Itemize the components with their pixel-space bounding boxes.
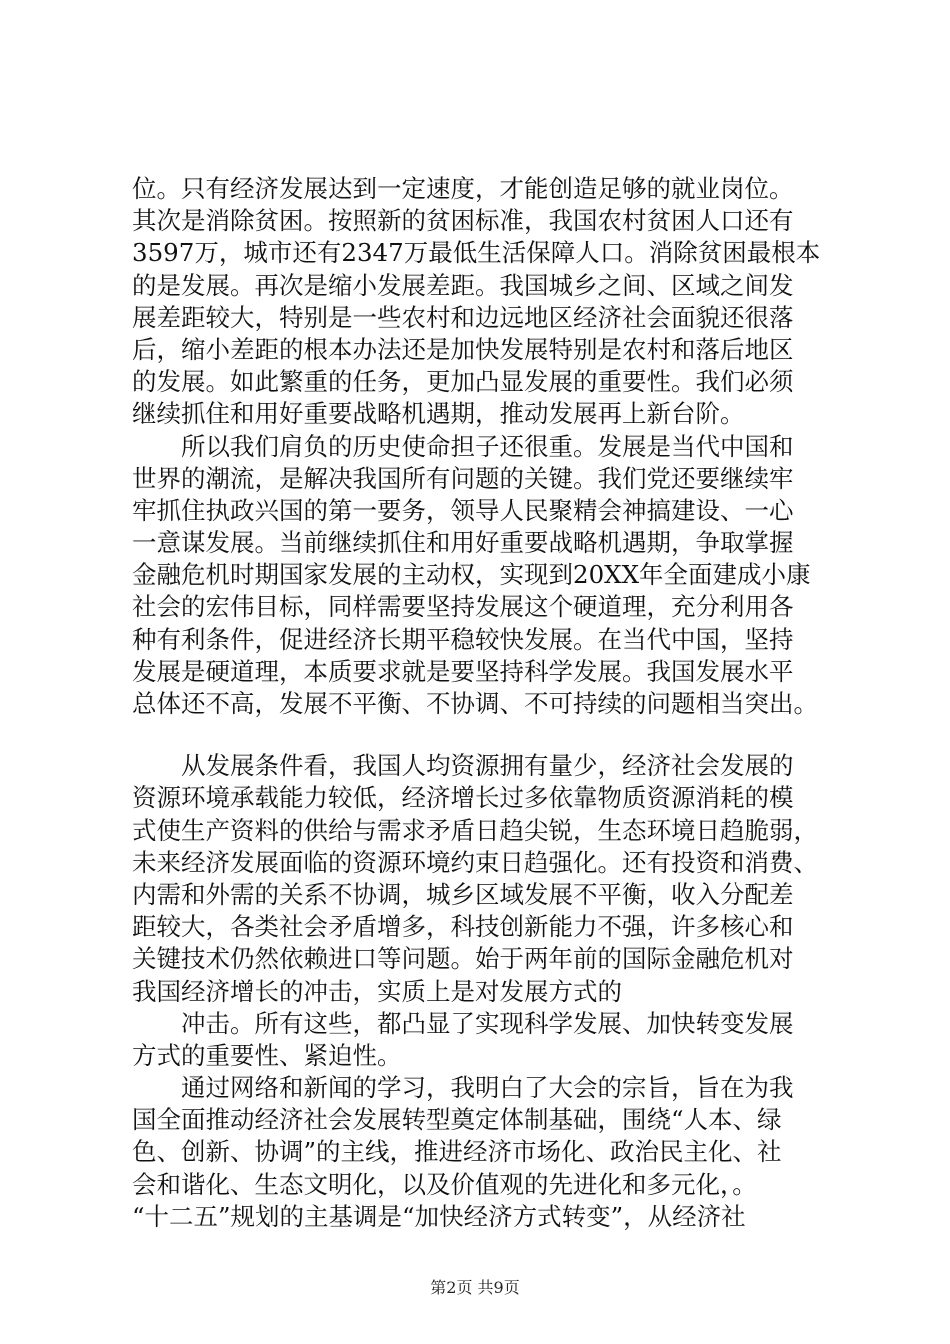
text-line: 社会的宏伟目标，同样需要坚持发展这个硬道理，充分利用各 (132, 592, 794, 622)
text-line: 后，缩小差距的根本办法还是加快发展特别是农村和落后地区 (132, 334, 794, 364)
text-line: 式使生产资料的供给与需求矛盾日趋尖锐，生态环境日趋脆弱， (132, 815, 818, 845)
text-line: 其次是消除贫困。按照新的贫困标准，我国农村贫困人口还有 (132, 206, 794, 236)
text-line: 一意谋发展。当前继续抓住和用好重要战略机遇期，争取掌握 (132, 528, 794, 558)
text-line: 世界的潮流，是解决我国所有问题的关键。我们党还要继续牢 (132, 463, 794, 493)
text-line: 内需和外需的关系不协调，城乡区域发展不平衡，收入分配差 (132, 879, 794, 909)
text-line: 未来经济发展面临的资源环境约束日趋强化。还有投资和消费、 (132, 847, 818, 877)
text-line: 种有利条件，促进经济长期平稳较快发展。在当代中国，坚持 (132, 624, 794, 654)
text-line: 方式的重要性、紧迫性。 (132, 1040, 402, 1070)
paragraph-gap (132, 720, 832, 750)
text-line: 距较大，各类社会矛盾增多，科技创新能力不强，许多核心和 (132, 912, 794, 942)
text-line: 的是发展。再次是缩小发展差距。我国城乡之间、区域之间发 (132, 270, 794, 300)
text-line: “十二五”规划的主基调是“加快经济方式转变”，从经济社 (132, 1201, 746, 1231)
text-line: 3597万，城市还有2347万最低生活保障人口。消除贫困最根本 (132, 238, 821, 268)
text-line: 金融危机时期国家发展的主动权，实现到20XX年全面建成小康 (132, 560, 811, 590)
text-line: 我国经济增长的冲击，实质上是对发展方式的 (132, 976, 622, 1006)
text-line: 所以我们肩负的历史使命担子还很重。发展是当代中国和 (181, 431, 794, 461)
text-line: 资源环境承载能力较低，经济增长过多依靠物质资源消耗的模 (132, 783, 794, 813)
text-line: 通过网络和新闻的学习，我明白了大会的宗旨，旨在为我 (181, 1073, 794, 1103)
text-line: 展差距较大，特别是一些农村和边远地区经济社会面貌还很落 (132, 302, 794, 332)
document-body (132, 173, 832, 1233)
text-line: 色、创新、协调”的主线，推进经济市场化、政治民主化、社 (132, 1137, 782, 1167)
paragraph-historic-mission (132, 431, 832, 721)
paragraph-continuation (132, 173, 832, 431)
text-line: 继续抓住和用好重要战略机遇期，推动发展再上新台阶。 (132, 399, 745, 429)
text-line: 国全面推动经济社会发展转型奠定体制基础，围绕“人本、绿 (132, 1105, 782, 1135)
text-line: 位。只有经济发展达到一定速度，才能创造足够的就业岗位。 (132, 174, 794, 203)
text-line: 总体还不高，发展不平衡、不协调、不可持续的问题相当突出。 (132, 689, 818, 718)
text-line: 从发展条件看，我国人均资源拥有量少，经济社会发展的 (181, 751, 794, 781)
text-line: 的发展。如此繁重的任务，更加凸显发展的重要性。我们必须 (132, 367, 794, 397)
text-line: 关键技术仍然依赖进口等问题。始于两年前的国际金融危机对 (132, 944, 794, 974)
text-line: 牢抓住执政兴国的第一要务，领导人民聚精会神搞建设、一心 (132, 495, 794, 525)
paragraph-development-conditions (132, 750, 832, 1008)
text-line: 发展是硬道理，本质要求就是要坚持科学发展。我国发展水平 (132, 656, 794, 686)
text-line: 会和谐化、生态文明化，以及价值观的先进化和多元化，。 (132, 1169, 757, 1199)
text-line: 冲击。所有这些，都凸显了实现科学发展、加快转变发展 (181, 1008, 794, 1038)
page-number-footer: 第2页 共9页 (430, 1278, 520, 1297)
paragraph-impact (132, 1008, 832, 1072)
paragraph-conference-purpose (132, 1072, 832, 1233)
